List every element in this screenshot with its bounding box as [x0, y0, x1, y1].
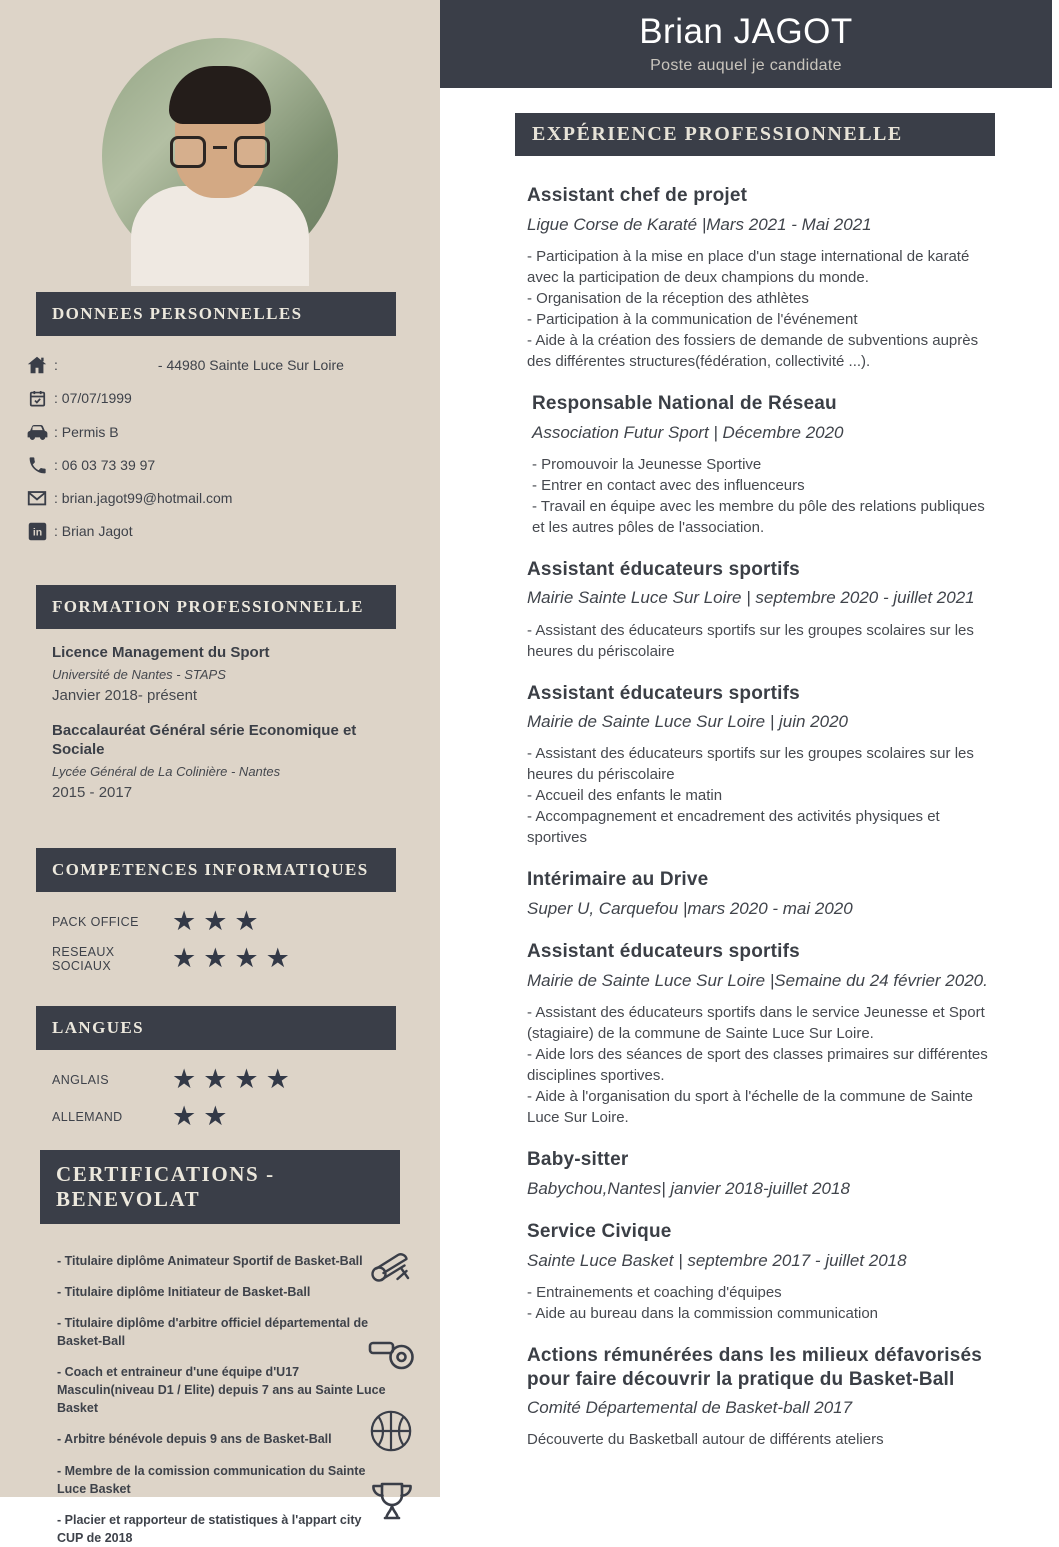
personal-row-address [22, 353, 422, 377]
skills-list [52, 907, 420, 974]
formation-school: Université de Nantes - STAPS [52, 667, 410, 682]
home-icon [22, 354, 52, 376]
experience-bullet: - Accompagnement et encadrement des activités physiques et sportives [527, 806, 999, 848]
profile-photo-circle [102, 38, 338, 274]
experience-bullet: - Assistant des éducateurs sportifs dans le service Jeunesse et Sport (stagiaire) de la commune de Sainte Luce Sur Loire. [527, 1002, 999, 1044]
envelope-icon [22, 487, 52, 509]
experience-bullet: - Participation à la communication de l'événement [527, 309, 999, 330]
personal-row-birthdate [22, 386, 422, 410]
experience-role: Service Civique [527, 1220, 999, 1244]
languages-list [52, 1065, 420, 1132]
section-title-computer-skills: COMPETENCES INFORMATIQUES [36, 848, 396, 892]
experience-bullet: - Aide lors des séances de sport des classes primaires sur différentes disciplines sportives. [527, 1044, 999, 1086]
personal-birthdate-value: : 07/07/1999 [54, 390, 132, 406]
photo-shirt [131, 186, 309, 286]
diploma-icon [368, 1244, 416, 1292]
certification-item: - Titulaire diplôme d'arbitre officiel départemental de Basket-Ball [57, 1314, 387, 1350]
certification-item: - Membre de la comission communication du Sainte Luce Basket [57, 1462, 387, 1498]
formation-dates: 2015 - 2017 [52, 784, 410, 801]
certification-item: - Placier et rapporteur de statistiques à l'appart city CUP de 2018 [57, 1511, 387, 1547]
left-sidebar [0, 0, 440, 1497]
candidate-name: Brian JAGOT [639, 13, 853, 52]
certification-item: - Arbitre bénévole depuis 9 ans de Basket-Ball [57, 1430, 387, 1448]
photo-glasses-left [170, 136, 206, 168]
section-title-formation: FORMATION PROFESSIONNELLE [36, 585, 396, 629]
personal-linkedin-value: : Brian Jagot [54, 523, 133, 539]
experience-role: Intérimaire au Drive [527, 868, 999, 892]
experience-meta: Mairie de Sainte Luce Sur Loire |Semaine du 24 février 2020. [527, 970, 999, 992]
experience-bullets [527, 1282, 999, 1324]
experience-meta: Sainte Luce Basket | septembre 2017 - juillet 2018 [527, 1250, 999, 1272]
experience-bullet: - Accueil des enfants le matin [527, 785, 999, 806]
certifications-list [57, 1252, 430, 1547]
experience-entry [527, 392, 999, 538]
experience-bullet: - Aide au bureau dans la commission communication [527, 1303, 999, 1324]
experience-role: Baby-sitter [527, 1148, 999, 1172]
experience-body: Découverte du Basketball autour de différents ateliers [527, 1429, 999, 1450]
experience-bullet: - Entrer en contact avec des influenceurs [532, 475, 999, 496]
experience-entry [527, 1344, 999, 1451]
section-title-languages: LANGUES [36, 1006, 396, 1050]
skill-stars: ★★★★ [172, 945, 297, 972]
personal-email-value: : brian.jagot99@hotmail.com [54, 490, 232, 506]
experience-entry [527, 868, 999, 920]
experience-meta: Mairie Sainte Luce Sur Loire | septembre 2020 - juillet 2021 [527, 587, 999, 609]
language-stars: ★★ [172, 1103, 234, 1130]
experience-bullet: - Entrainements et coaching d'équipes [527, 1282, 999, 1303]
experience-bullet: - Travail en équipe avec les membre du pôle des relations publiques et les autres pôles de l'association. [532, 496, 999, 538]
section-title-personal-data: DONNEES PERSONNELLES [36, 292, 396, 336]
experience-bullets [532, 454, 999, 538]
car-icon [22, 419, 52, 444]
experience-role: Assistant éducateurs sportifs [527, 558, 999, 582]
photo-glasses-right [234, 136, 270, 168]
personal-row-email [22, 486, 422, 510]
linkedin-icon [22, 521, 52, 542]
phone-icon [22, 455, 52, 476]
skill-label: RESEAUX SOCIAUX [52, 945, 172, 973]
skill-row [52, 907, 420, 937]
certification-item: - Coach et entraineur d'une équipe d'U17 Masculin(niveau D1 / Elite) depuis 7 ans au Sainte Luce Basket [57, 1363, 387, 1417]
formation-list [52, 643, 410, 801]
experience-entry [527, 184, 999, 372]
basketball-icon [368, 1408, 416, 1456]
experience-entry [527, 558, 999, 662]
name-header [440, 0, 1052, 88]
personal-phone-value: : 06 03 73 39 97 [54, 457, 155, 473]
personal-data-list [22, 353, 422, 543]
personal-address-value: - 44980 Sainte Luce Sur Loire [158, 357, 344, 373]
calendar-icon [22, 389, 52, 408]
section-title-experience: EXPÉRIENCE PROFESSIONNELLE [515, 113, 995, 156]
experience-meta: Super U, Carquefou |mars 2020 - mai 2020 [527, 898, 999, 920]
personal-row-phone [22, 453, 422, 477]
personal-address-sep: : [54, 357, 58, 373]
experience-bullet: - Assistant des éducateurs sportifs sur les groupes scolaires sur les heures du périscolaire [527, 743, 999, 785]
formation-dates: Janvier 2018- présent [52, 687, 410, 704]
experience-entry [527, 682, 999, 849]
personal-row-license [22, 419, 422, 444]
experience-entry [527, 940, 999, 1128]
experience-role: Actions rémunérées dans les milieux défavorisés pour faire découvrir la pratique du Basket-Ball [527, 1344, 997, 1392]
language-stars: ★★★★ [172, 1066, 297, 1093]
formation-degree: Baccalauréat Général série Economique et Sociale [52, 721, 410, 760]
language-row [52, 1102, 420, 1132]
skill-row [52, 944, 420, 974]
skill-label: PACK OFFICE [52, 915, 172, 929]
svg-text:in: in [32, 526, 41, 538]
skill-stars: ★★★ [172, 908, 266, 935]
certification-item: - Titulaire diplôme Initiateur de Basket-Ball [57, 1283, 387, 1301]
experience-bullets [527, 743, 999, 848]
formation-entry [52, 643, 410, 704]
personal-row-linkedin [22, 519, 422, 543]
section-title-certifications: CERTIFICATIONS - BENEVOLAT [40, 1150, 400, 1224]
experience-bullets [527, 1002, 999, 1128]
experience-role: Assistant chef de projet [527, 184, 999, 208]
personal-license-value: : Permis B [54, 424, 119, 440]
profile-photo [102, 38, 338, 274]
experience-bullets [527, 620, 999, 662]
experience-bullets [527, 246, 999, 372]
main-content [440, 0, 1059, 1497]
experience-bullet: - Aide à la création des fossiers de demande de subventions auprès des différentes structures(fédération, collectivité ...). [527, 330, 999, 372]
language-label: ALLEMAND [52, 1110, 172, 1124]
experience-bullet: - Promouvoir la Jeunesse Sportive [532, 454, 999, 475]
experience-meta: Ligue Corse de Karaté |Mars 2021 - Mai 2021 [527, 214, 999, 236]
formation-school: Lycée Général de La Colinière - Nantes [52, 764, 410, 779]
formation-entry [52, 721, 410, 801]
photo-glasses-bridge [213, 146, 227, 149]
experience-role: Responsable National de Réseau [532, 392, 999, 416]
candidate-subtitle: Poste auquel je candidate [650, 57, 842, 75]
experience-meta: Association Futur Sport | Décembre 2020 [532, 422, 999, 444]
experience-meta: Comité Départemental de Basket-ball 2017 [527, 1397, 999, 1419]
photo-hair [169, 66, 271, 124]
trophy-icon [368, 1478, 416, 1526]
language-label: ANGLAIS [52, 1073, 172, 1087]
experience-role: Assistant éducateurs sportifs [527, 682, 999, 706]
experience-meta: Babychou,Nantes| janvier 2018-juillet 2018 [527, 1178, 999, 1200]
experience-bullet: - Organisation de la réception des athlètes [527, 288, 999, 309]
experience-list [527, 184, 999, 1450]
experience-entry [527, 1148, 999, 1200]
experience-role: Assistant éducateurs sportifs [527, 940, 999, 964]
experience-bullet: - Assistant des éducateurs sportifs sur les groupes scolaires sur les heures du périscolaire [527, 620, 999, 662]
language-row [52, 1065, 420, 1095]
experience-bullet: - Aide à l'organisation du sport à l'échelle de la commune de Sainte Luce Sur Loire. [527, 1086, 999, 1128]
formation-degree: Licence Management du Sport [52, 643, 410, 663]
experience-entry [527, 1220, 999, 1324]
experience-bullet: - Participation à la mise en place d'un stage international de karaté avec la participation de deux champions du monde. [527, 246, 999, 288]
whistle-icon [368, 1338, 416, 1374]
experience-meta: Mairie de Sainte Luce Sur Loire | juin 2020 [527, 711, 999, 733]
certification-item: - Titulaire diplôme Animateur Sportif de Basket-Ball [57, 1252, 387, 1270]
